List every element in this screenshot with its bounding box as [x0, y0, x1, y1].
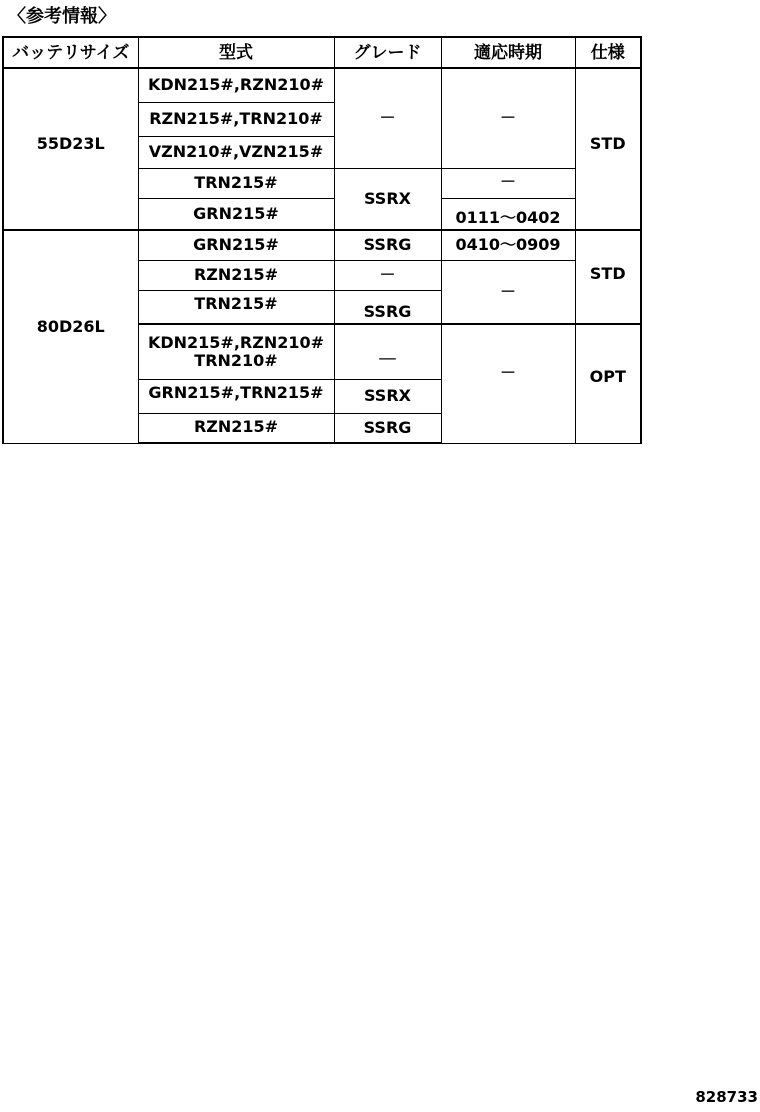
- grade-cell: －: [334, 260, 441, 290]
- model-cell: TRN215#: [138, 290, 334, 324]
- table-row: [3, 68, 641, 102]
- model-line-2: TRN210#: [194, 350, 278, 370]
- table-row: [3, 230, 641, 260]
- model-cell: [138, 324, 334, 379]
- period-cell: －: [441, 68, 575, 168]
- model-cell: GRN215#: [138, 198, 334, 230]
- spec-cell: STD: [575, 230, 641, 324]
- grade-cell: SSRG: [334, 230, 441, 260]
- model-cell: VZN210#,VZN215#: [138, 136, 334, 168]
- period-cell: －: [441, 260, 575, 324]
- header-spec: 仕様: [575, 37, 641, 68]
- header-model: 型式: [138, 37, 334, 68]
- spec-cell: STD: [575, 68, 641, 230]
- spec-cell: OPT: [575, 324, 641, 443]
- period-cell: －: [441, 168, 575, 198]
- grade-cell: SSRX: [334, 379, 441, 413]
- grade-cell: －: [334, 68, 441, 168]
- model-cell: GRN215#: [138, 230, 334, 260]
- model-cell: RZN215#: [138, 260, 334, 290]
- period-cell: 0410～0909: [441, 230, 575, 260]
- model-cell: RZN215#,TRN210#: [138, 102, 334, 136]
- battery-size-cell: 55D23L: [3, 68, 138, 230]
- model-line-1: KDN215#,RZN210#: [147, 332, 325, 352]
- model-cell: RZN215#: [138, 413, 334, 443]
- period-cell: －: [441, 324, 575, 443]
- battery-size-cell: 80D26L: [3, 230, 138, 443]
- grade-cell: SSRX: [334, 168, 441, 230]
- model-cell: GRN215#,TRN215#: [138, 379, 334, 413]
- period-cell: 0111～0402: [441, 198, 575, 230]
- grade-cell: SSRG: [334, 413, 441, 443]
- battery-spec-table: [2, 36, 642, 444]
- grade-cell: ＿: [334, 324, 441, 379]
- model-cell: TRN215#: [138, 168, 334, 198]
- header-battery-size: バッテリサイズ: [3, 37, 138, 68]
- header-grade: グレード: [334, 37, 441, 68]
- reference-info-title: 〈参考情報〉: [8, 6, 116, 27]
- document-code: 828733: [695, 1088, 758, 1106]
- grade-cell: SSRG: [334, 290, 441, 324]
- header-period: 適応時期: [441, 37, 575, 68]
- model-cell: KDN215#,RZN210#: [138, 68, 334, 102]
- table-header-row: [3, 37, 641, 68]
